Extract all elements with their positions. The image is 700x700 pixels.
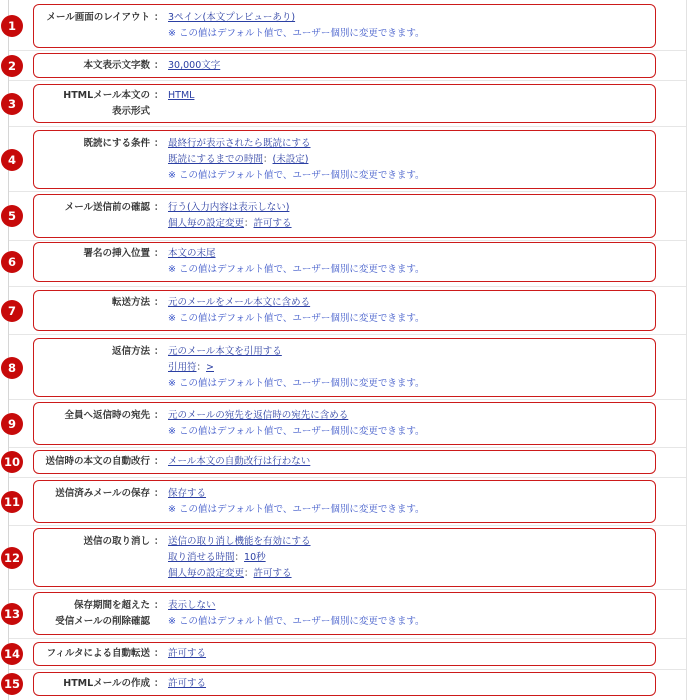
setting-label — [34, 646, 150, 662]
setting-value-line — [168, 216, 292, 232]
setting-row — [33, 290, 656, 331]
default-value-note: ※ この値はデフォルト値で、ユーザー個別に変更できます。 — [168, 616, 425, 627]
setting-label-line: フィルタによる自動転送 — [46, 648, 150, 659]
setting-row — [33, 642, 656, 666]
row-separator — [9, 447, 686, 448]
label-colon: ： — [154, 346, 164, 357]
setting-label-line: HTMLメールの作成 — [63, 678, 150, 689]
row-separator — [9, 80, 686, 81]
label-colon: ： — [154, 90, 164, 101]
step-number-badge: 10 — [1, 451, 23, 473]
setting-value-line — [168, 10, 425, 26]
row-separator — [9, 50, 686, 51]
label-colon: ： — [154, 60, 164, 71]
setting-label — [34, 598, 150, 630]
setting-value-link[interactable]: 許可する — [253, 568, 292, 579]
step-number-badge: 15 — [1, 673, 23, 695]
setting-label-line: 署名の挿入位置 — [83, 248, 150, 259]
setting-label — [34, 136, 150, 152]
setting-value-line — [168, 88, 194, 104]
setting-row — [33, 338, 656, 397]
setting-row — [33, 672, 656, 696]
setting-row — [33, 84, 656, 123]
setting-value-link[interactable]: 表示しない — [168, 600, 216, 611]
label-colon: ： — [154, 488, 164, 499]
setting-label-line: 転送方法 — [111, 297, 150, 308]
setting-value-link[interactable]: 個人毎の設定変更 — [168, 568, 245, 579]
setting-values — [168, 534, 311, 582]
row-separator — [9, 525, 686, 526]
label-colon: ： — [154, 202, 164, 213]
setting-value-line — [168, 58, 220, 74]
row-separator — [9, 638, 686, 639]
setting-value-line — [168, 676, 206, 692]
setting-values — [168, 10, 425, 42]
setting-value-link[interactable]: 元のメールをメール本文に含める — [168, 297, 311, 308]
row-separator — [9, 334, 686, 335]
setting-value-link[interactable]: 元のメールの宛先を返信時の宛先に含める — [168, 410, 349, 421]
setting-value-line — [168, 152, 425, 168]
setting-label — [34, 486, 150, 502]
step-number-badge: 12 — [1, 547, 23, 569]
label-colon: ： — [154, 536, 164, 547]
label-colon: ： — [154, 138, 164, 149]
setting-label-line: 表示形式 — [111, 106, 150, 117]
setting-value-line — [168, 376, 425, 392]
setting-label — [34, 88, 150, 120]
setting-label-line: 返信方法 — [111, 346, 150, 357]
setting-value-line — [168, 424, 425, 440]
setting-value-line — [168, 598, 425, 614]
setting-label-line: 送信の取り消し — [83, 536, 150, 547]
setting-label — [34, 408, 150, 424]
value-separator: ： — [263, 154, 273, 165]
setting-values — [168, 676, 206, 692]
label-colon: ： — [154, 297, 164, 308]
setting-row — [33, 592, 656, 635]
setting-label — [34, 246, 150, 262]
row-separator — [9, 286, 686, 287]
value-separator: ： — [196, 362, 207, 373]
setting-row — [33, 194, 656, 238]
setting-label-line: 全員へ返信時の宛先 — [64, 410, 150, 421]
setting-label — [34, 676, 150, 692]
label-colon: ： — [154, 410, 164, 421]
setting-values — [168, 646, 206, 662]
setting-values — [168, 408, 425, 440]
setting-value-line — [168, 360, 425, 376]
row-separator — [9, 399, 686, 400]
setting-values — [168, 136, 425, 184]
setting-values — [168, 344, 425, 392]
step-number-badge: 5 — [1, 205, 23, 227]
setting-row — [33, 4, 656, 48]
setting-value-link[interactable]: 許可する — [168, 648, 207, 659]
setting-label-line: 既読にする条件 — [83, 138, 150, 149]
setting-values — [168, 200, 292, 232]
setting-value-link[interactable]: 本文の末尾 — [168, 248, 216, 259]
right-border-line — [686, 0, 687, 700]
step-number-badge: 4 — [1, 149, 23, 171]
setting-value-link[interactable]: メール本文の自動改行は行わない — [168, 456, 311, 467]
step-number-badge: 9 — [1, 413, 23, 435]
setting-value-line — [168, 26, 425, 42]
setting-label — [34, 200, 150, 216]
step-number-badge: 2 — [1, 55, 23, 77]
default-value-note: ※ この値はデフォルト値で、ユーザー個別に変更できます。 — [168, 313, 425, 324]
setting-row — [33, 450, 656, 474]
setting-label — [34, 10, 150, 26]
setting-value-link[interactable]: 許可する — [168, 678, 207, 689]
setting-label — [34, 344, 150, 360]
setting-value-line — [168, 408, 425, 424]
setting-row — [33, 528, 656, 587]
setting-value-line — [168, 136, 425, 152]
setting-value-link[interactable]: 既読にするまでの時間 — [168, 154, 264, 165]
setting-label-line: 受信メールの削除確認 — [55, 616, 150, 627]
label-colon: ： — [154, 678, 164, 689]
setting-values — [168, 454, 310, 470]
setting-value-line — [168, 550, 311, 566]
label-colon: ： — [154, 12, 164, 23]
label-colon: ： — [154, 456, 164, 467]
row-separator — [9, 589, 686, 590]
value-separator: ： — [244, 568, 254, 579]
step-number-badge: 6 — [1, 251, 23, 273]
setting-label-line: 送信済みメールの保存 — [55, 488, 150, 499]
setting-value-line — [168, 502, 425, 518]
row-separator — [9, 669, 686, 670]
setting-label — [34, 295, 150, 311]
setting-value-link[interactable]: 引用符 — [168, 362, 197, 373]
setting-value-line — [168, 311, 425, 327]
setting-value-line — [168, 295, 425, 311]
setting-row — [33, 402, 656, 445]
row-separator — [9, 477, 686, 478]
label-colon: ： — [154, 600, 164, 611]
setting-value-line — [168, 566, 311, 582]
setting-value-link[interactable]: > — [206, 362, 214, 373]
setting-value-line — [168, 534, 311, 550]
default-value-note: ※ この値はデフォルト値で、ユーザー個別に変更できます。 — [168, 426, 425, 437]
setting-value-line — [168, 614, 425, 630]
step-number-badge: 1 — [1, 15, 23, 37]
default-value-note: ※ この値はデフォルト値で、ユーザー個別に変更できます。 — [168, 504, 425, 515]
default-value-note: ※ この値はデフォルト値で、ユーザー個別に変更できます。 — [168, 264, 425, 275]
setting-value-link[interactable]: HTML — [168, 90, 195, 101]
step-number-badge: 13 — [1, 603, 23, 625]
step-number-badge: 11 — [1, 491, 23, 513]
step-number-badge: 14 — [1, 643, 23, 665]
setting-label — [34, 534, 150, 550]
setting-value-line — [168, 454, 310, 470]
setting-values — [168, 486, 425, 518]
setting-values — [168, 598, 425, 630]
step-number-badge: 8 — [1, 357, 23, 379]
setting-label — [34, 454, 150, 470]
setting-label-line: HTMLメール本文の — [63, 90, 150, 101]
setting-value-line — [168, 262, 425, 278]
setting-value-link[interactable]: 許可する — [253, 218, 292, 229]
row-separator — [9, 126, 686, 127]
value-separator: ： — [234, 552, 245, 563]
setting-values — [168, 246, 425, 278]
default-value-note: ※ この値はデフォルト値で、ユーザー個別に変更できます。 — [168, 170, 425, 181]
setting-value-link[interactable]: 10秒 — [244, 552, 266, 563]
setting-label-line: 本文表示文字数 — [83, 60, 150, 71]
row-separator — [9, 191, 686, 192]
setting-value-line — [168, 168, 425, 184]
setting-value-link[interactable]: 送信の取り消し機能を有効にする — [168, 536, 311, 547]
default-value-note: ※ この値はデフォルト値で、ユーザー個別に変更できます。 — [168, 28, 425, 39]
setting-value-link[interactable]: 30,000文字 — [168, 60, 221, 71]
setting-values — [168, 295, 425, 327]
setting-value-line — [168, 246, 425, 262]
setting-values — [168, 58, 220, 74]
default-value-note: ※ この値はデフォルト値で、ユーザー個別に変更できます。 — [168, 378, 425, 389]
setting-value-link[interactable]: 元のメール本文を引用する — [168, 346, 282, 357]
setting-label-line: メール送信前の確認 — [64, 202, 150, 213]
setting-value-link[interactable]: 最終行が表示されたら既読にする — [168, 138, 311, 149]
label-colon: ： — [154, 648, 164, 659]
step-number-badge: 3 — [1, 93, 23, 115]
value-separator: ： — [244, 218, 254, 229]
setting-label-line: 送信時の本文の自動改行 — [45, 456, 150, 467]
setting-value-link[interactable]: 行う(入力内容は表示しない) — [168, 202, 290, 213]
setting-label — [34, 58, 150, 74]
setting-value-line — [168, 646, 206, 662]
step-number-badge: 7 — [1, 300, 23, 322]
setting-value-link[interactable]: (未設定) — [272, 154, 309, 165]
setting-value-link[interactable]: 保存する — [168, 488, 207, 499]
setting-row — [33, 242, 656, 282]
setting-row — [33, 53, 656, 78]
setting-label-line: メール画面のレイアウト — [46, 12, 150, 23]
setting-value-line — [168, 200, 292, 216]
setting-row — [33, 130, 656, 189]
setting-row — [33, 480, 656, 523]
setting-value-line — [168, 486, 425, 502]
row-separator — [9, 240, 686, 241]
setting-value-link[interactable]: 3ペイン(本文プレビューあり) — [168, 12, 296, 23]
setting-label-line: 保存期間を超えた — [73, 600, 150, 611]
setting-values — [168, 88, 194, 104]
setting-value-line — [168, 344, 425, 360]
label-colon: ： — [154, 248, 164, 259]
setting-value-link[interactable]: 個人毎の設定変更 — [168, 218, 245, 229]
setting-value-link[interactable]: 取り消せる時間 — [168, 552, 235, 563]
